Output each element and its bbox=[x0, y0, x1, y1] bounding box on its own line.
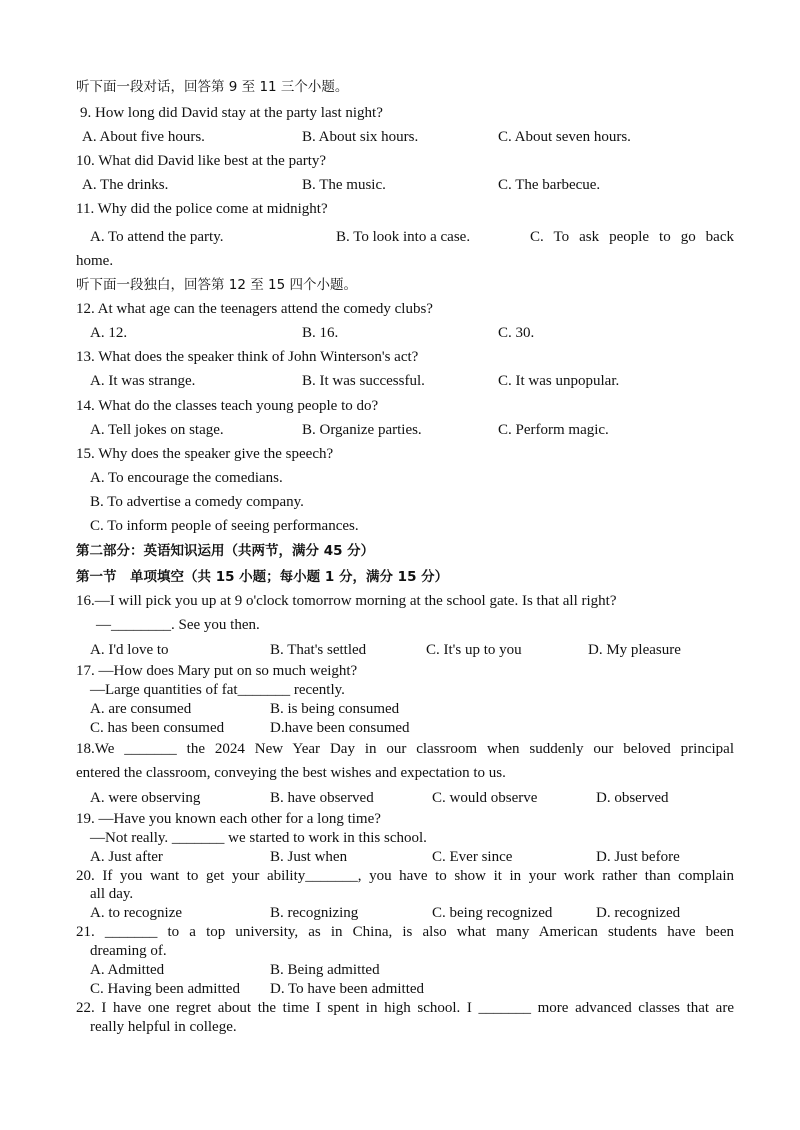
question-9-option-b: B. About six hours. bbox=[302, 129, 419, 145]
question-17-option-c: C. has been consumed bbox=[90, 720, 225, 736]
section-1-heading: 第一节 单项填空（共 15 小题；每小题 1 分，满分 15 分） bbox=[76, 569, 449, 585]
question-20-stem-continued: all day. bbox=[90, 886, 134, 902]
question-16-reply: —________. See you then. bbox=[96, 617, 260, 633]
question-12-option-b: B. 16. bbox=[302, 325, 339, 341]
question-10-option-a: A. The drinks. bbox=[82, 177, 169, 193]
question-17-option-d: D.have been consumed bbox=[270, 720, 410, 736]
question-14-option-b: B. Organize parties. bbox=[302, 422, 422, 438]
question-13-stem: 13. What does the speaker think of John Winterson's act? bbox=[76, 349, 419, 365]
question-14-stem: 14. What do the classes teach young people to do? bbox=[76, 398, 379, 414]
question-16-option-b: B. That's settled bbox=[270, 642, 367, 658]
question-18-option-b: B. have observed bbox=[270, 790, 374, 806]
question-15-option-b: B. To advertise a comedy company. bbox=[90, 494, 304, 510]
question-21-option-a: A. Admitted bbox=[90, 962, 165, 978]
question-13-option-b: B. It was successful. bbox=[302, 373, 425, 389]
question-21-stem-continued: dreaming of. bbox=[90, 943, 167, 959]
question-21-stem: 21. _______ to a top university, as in China, is also what many American students have been bbox=[76, 924, 734, 940]
question-17-option-b: B. is being consumed bbox=[270, 701, 400, 717]
question-15-option-c: C. To inform people of seeing performances. bbox=[90, 518, 359, 534]
question-16-stem: 16.—I will pick you up at 9 o'clock tomorrow morning at the school gate. Is that all right? bbox=[76, 593, 617, 609]
question-18-option-d: D. observed bbox=[596, 790, 669, 806]
question-19-option-c: C. Ever since bbox=[432, 849, 513, 865]
question-22-stem-continued: really helpful in college. bbox=[90, 1019, 237, 1035]
question-18-stem: 18.We _______ the 2024 New Year Day in our classroom when suddenly our beloved principal bbox=[76, 741, 734, 757]
question-17-option-a: A. are consumed bbox=[90, 701, 192, 717]
question-10-option-c: C. The barbecue. bbox=[498, 177, 601, 193]
question-16-option-d: D. My pleasure bbox=[588, 642, 681, 658]
question-11-option-c-continued: home. bbox=[76, 253, 114, 269]
question-9-stem: 9. How long did David stay at the party last night? bbox=[80, 105, 383, 121]
section-heading-dialog: 听下面一段对话，回答第 9 至 11 三个小题。 bbox=[76, 79, 349, 95]
question-19-option-d: D. Just before bbox=[596, 849, 680, 865]
question-15-option-a: A. To encourage the comedians. bbox=[90, 470, 283, 486]
question-20-option-c: C. being recognized bbox=[432, 905, 553, 921]
question-19-reply: —Not really. _______ we started to work in this school. bbox=[90, 830, 427, 846]
question-20-option-b: B. recognizing bbox=[270, 905, 359, 921]
question-13-option-a: A. It was strange. bbox=[90, 373, 196, 389]
section-heading-monologue: 听下面一段独白，回答第 12 至 15 四个小题。 bbox=[76, 277, 358, 293]
question-13-option-c: C. It was unpopular. bbox=[498, 373, 620, 389]
question-16-option-c: C. It's up to you bbox=[426, 642, 522, 658]
question-14-option-c: C. Perform magic. bbox=[498, 422, 609, 438]
question-9-option-a: A. About five hours. bbox=[82, 129, 205, 145]
question-11-option-c: C. To ask people to go back bbox=[530, 229, 734, 245]
question-15-stem: 15. Why does the speaker give the speech? bbox=[76, 446, 334, 462]
question-12-option-a: A. 12. bbox=[90, 325, 128, 341]
question-19-option-b: B. Just when bbox=[270, 849, 348, 865]
question-14-option-a: A. Tell jokes on stage. bbox=[90, 422, 224, 438]
question-21-option-d: D. To have been admitted bbox=[270, 981, 425, 997]
question-10-stem: 10. What did David like best at the party? bbox=[76, 153, 327, 169]
part-2-heading: 第二部分：英语知识运用（共两节，满分 45 分） bbox=[76, 543, 375, 559]
question-11-stem: 11. Why did the police come at midnight? bbox=[76, 201, 328, 217]
question-16-option-a: A. I'd love to bbox=[90, 642, 169, 658]
question-22-stem: 22. I have one regret about the time I spent in high school. I _______ more advanced classes that are bbox=[76, 1000, 734, 1016]
question-12-option-c: C. 30. bbox=[498, 325, 535, 341]
question-17-reply: —Large quantities of fat_______ recently. bbox=[90, 682, 345, 698]
question-11-option-a: A. To attend the party. bbox=[90, 229, 224, 245]
question-19-option-a: A. Just after bbox=[90, 849, 163, 865]
question-18-option-c: C. would observe bbox=[432, 790, 538, 806]
question-18-stem-continued: entered the classroom, conveying the best wishes and expectation to us. bbox=[76, 765, 506, 781]
question-9-option-c: C. About seven hours. bbox=[498, 129, 631, 145]
question-19-stem: 19. —Have you known each other for a long time? bbox=[76, 811, 381, 827]
question-12-stem: 12. At what age can the teenagers attend the comedy clubs? bbox=[76, 301, 433, 317]
question-10-option-b: B. The music. bbox=[302, 177, 386, 193]
question-17-stem: 17. —How does Mary put on so much weight? bbox=[76, 663, 358, 679]
question-20-option-a: A. to recognize bbox=[90, 905, 183, 921]
question-21-option-c: C. Having been admitted bbox=[90, 981, 240, 997]
question-18-option-a: A. were observing bbox=[90, 790, 201, 806]
question-20-stem: 20. If you want to get your ability_______, you have to show it in your work rather than complain bbox=[76, 868, 734, 884]
question-11-option-b: B. To look into a case. bbox=[336, 229, 471, 245]
question-20-option-d: D. recognized bbox=[596, 905, 681, 921]
question-21-option-b: B. Being admitted bbox=[270, 962, 380, 978]
